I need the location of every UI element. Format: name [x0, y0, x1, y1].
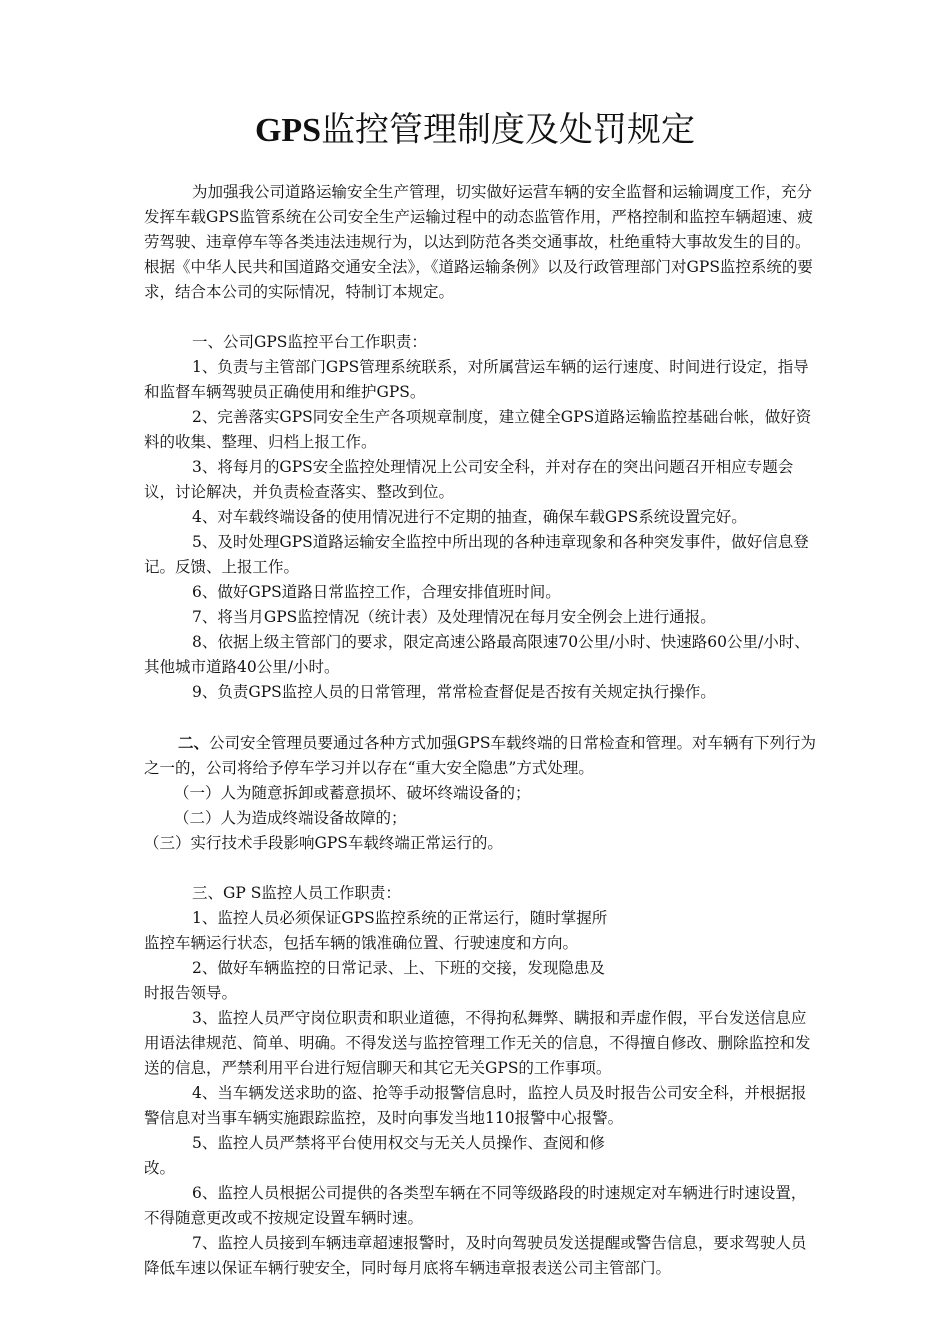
section3-item-line: 1、监控人员必须保证GPS监控系统的正常运行，随时掌握所	[192, 909, 608, 927]
section3-item-line: 改。	[144, 1159, 176, 1177]
intro-paragraph: 为加强我公司道路运输安全生产管理，切实做好运营车辆的安全监督和运输调度工作，充分发挥车载GPS监管系统在公司安全生产运输过程中的动态监管作用，严格控制和监控车辆超速、疲劳驾驶、违章停车等各类违法违规行为，以达到防范各类交通事故，杜绝重特大事故发生的目的。根据《中华人民共和国道路交通安全法》，《道路运输条例》以及行政管理部门对GPS监控系统的要求，结合本公司的实际情况，特制订本规定。	[144, 183, 813, 301]
section2-item: （一）人为随意拆卸或蓄意损坏、破坏终端设备的；	[174, 784, 531, 802]
section1-item: 9、负责GPS监控人员的日常管理，常常检查督促是否按有关规定执行操作。	[192, 683, 716, 701]
section2-item: （三）实行技术手段影响GPS车载终端正常运行的。	[144, 834, 503, 852]
section3-item-line: 2、做好车辆监控的日常记录、上、下班的交接，发现隐患及	[192, 959, 605, 977]
section2-item: （二）人为造成终端设备故障的；	[174, 809, 407, 827]
document-title	[0, 108, 950, 153]
section1-heading: 一、公司GPS监控平台工作职责：	[192, 333, 427, 351]
section2-paragraph	[144, 730, 816, 781]
section2-text: 公司安全管理员要通过各种方式加强GPS车载终端的日常检查和管理。对车辆有下列行为之一的，公司将给予停车学习并以存在“重大安全隐患”方式处理。	[144, 734, 816, 777]
section3-item: 3、监控人员严守岗位职责和职业道德，不得拘私舞弊、瞒报和弄虚作假，平台发送信息应用语法律规范、简单、明确。不得发送与监控管理工作无关的信息，不得擅自修改、删除监控和发送的信息，严禁利用平台进行短信聊天和其它无关GPS的工作事项。	[144, 1009, 811, 1077]
title-prefix: GPS	[254, 112, 322, 149]
section1-item: 2、完善落实GPS同安全生产各项规章制度，建立健全GPS道路运输监控基础台帐，做好资料的收集、整理、归档上报工作。	[144, 408, 812, 451]
section3-item-line: 监控车辆运行状态，包括车辆的饿准确位置、行驶速度和方向。	[144, 934, 579, 952]
section3-item: 7、监控人员接到车辆违章超速报警时，及时向驾驶员发送提醒或警告信息，要求驾驶人员降低车速以保证车辆行驶安全，同时每月底将车辆违章报表送公司主管部门。	[144, 1234, 807, 1277]
section1-item: 4、对车载终端设备的使用情况进行不定期的抽查，确保车载GPS系统设置完好。	[192, 508, 747, 526]
section1-item: 8、依据上级主管部门的要求，限定高速公路最高限速70公里/小时、快速路60公里/小时、其他城市道路40公里/小时。	[144, 633, 810, 676]
section1-item: 5、及时处理GPS道路运输安全监控中所出现的各种违章现象和各种突发事件，做好信息登记。反馈、上报工作。	[144, 533, 809, 576]
spacer	[144, 305, 816, 330]
section3-item: 4、当车辆发送求助的盗、抢等手动报警信息时，监控人员及时报告公司安全科，并根据报警信息对当事车辆实施跟踪监控，及时向事发当地110报警中心报警。	[144, 1084, 807, 1127]
title-rest: 监控管理制度及处罚规定	[321, 110, 696, 150]
section2-number: 二、	[178, 733, 210, 752]
section3-item: 6、监控人员根据公司提供的各类型车辆在不同等级路段的时速规定对车辆进行时速设置，不得随意更改或不按规定设置车辆时速。	[144, 1184, 807, 1227]
spacer	[144, 705, 816, 730]
section3-heading: 三、GP S监控人员工作职责：	[192, 884, 401, 902]
spacer	[144, 856, 816, 881]
section1-item: 7、将当月GPS监控情况（统计表）及处理情况在每月安全例会上进行通报。	[192, 608, 716, 626]
section3-item-line: 5、监控人员严禁将平台使用权交与无关人员操作、查阅和修	[192, 1134, 605, 1152]
section1-item: 3、将每月的GPS安全监控处理情况上公司安全科，并对存在的突出问题召开相应专题会议，讨论解决，并负责检查落实、整改到位。	[144, 458, 794, 501]
section1-item: 1、负责与主管部门GPS管理系统联系，对所属营运车辆的运行速度、时间进行设定，指导和监督车辆驾驶员正确使用和维护GPS。	[144, 358, 809, 401]
document-body	[144, 180, 816, 1281]
section3-item-line: 时报告领导。	[144, 984, 238, 1002]
section1-item: 6、做好GPS道路日常监控工作，合理安排值班时间。	[192, 583, 561, 601]
